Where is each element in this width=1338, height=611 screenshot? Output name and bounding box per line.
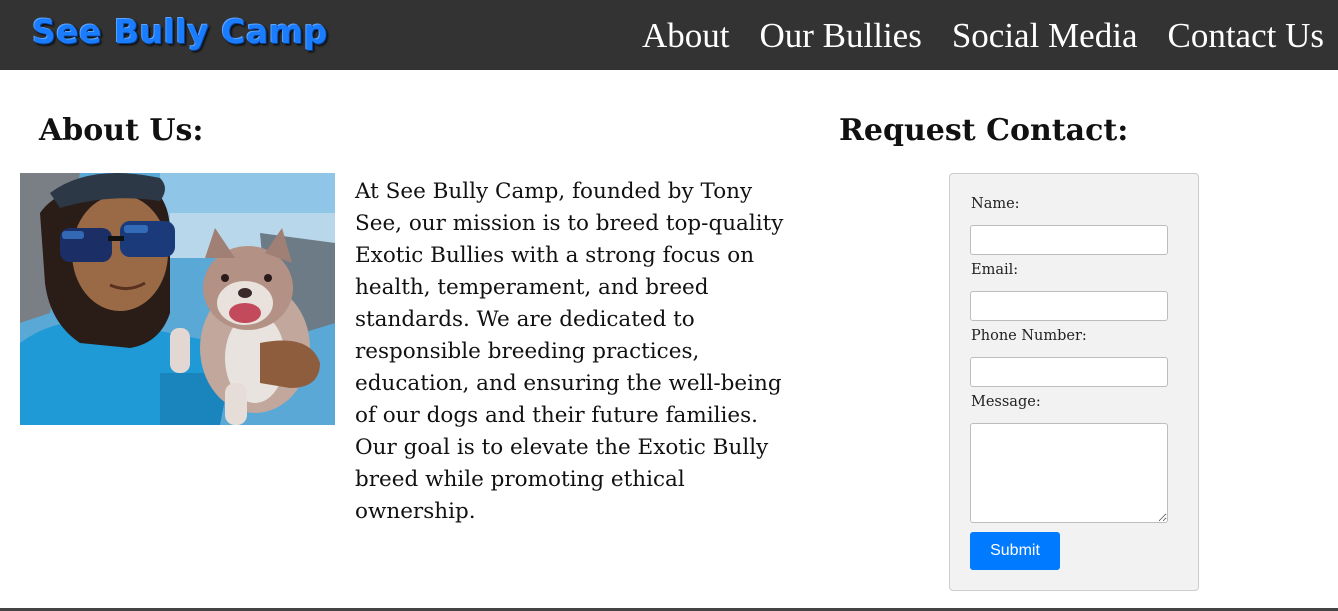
- phone-input[interactable]: [970, 357, 1168, 387]
- name-label: Name:: [971, 196, 1020, 212]
- message-textarea[interactable]: [970, 423, 1168, 523]
- email-label: Email:: [971, 262, 1019, 278]
- navbar: [0, 0, 1338, 70]
- contact-heading: Request Contact:: [839, 113, 1129, 148]
- main-nav: [642, 14, 1324, 58]
- nav-link-social-media[interactable]: Social Media: [951, 16, 1138, 55]
- nav-link-contact-us[interactable]: Contact Us: [1167, 16, 1324, 55]
- contact-form: [949, 173, 1199, 591]
- email-input[interactable]: [970, 291, 1168, 321]
- phone-label: Phone Number:: [971, 328, 1087, 344]
- name-input[interactable]: [970, 225, 1168, 255]
- photo-illustration: [20, 173, 335, 425]
- nav-link-about[interactable]: About: [641, 16, 730, 55]
- brand-logo[interactable]: See Bully Camp: [32, 12, 328, 51]
- about-photo: [20, 173, 335, 425]
- submit-button[interactable]: Submit: [970, 532, 1060, 570]
- nav-link-our-bullies[interactable]: Our Bullies: [759, 16, 922, 55]
- about-description: At See Bully Camp, founded by Tony See, our mission is to breed top-quality Exotic Bullies with a strong focus on health, temperament, and breed standards. We are dedicated to responsible breeding practices, education, and ensuring the well-being of our dogs and their future families. Our goal is to elevate the Exotic Bully breed while promoting ethical ownership.: [355, 179, 784, 524]
- about-heading: About Us:: [39, 113, 204, 148]
- message-label: Message:: [971, 394, 1041, 410]
